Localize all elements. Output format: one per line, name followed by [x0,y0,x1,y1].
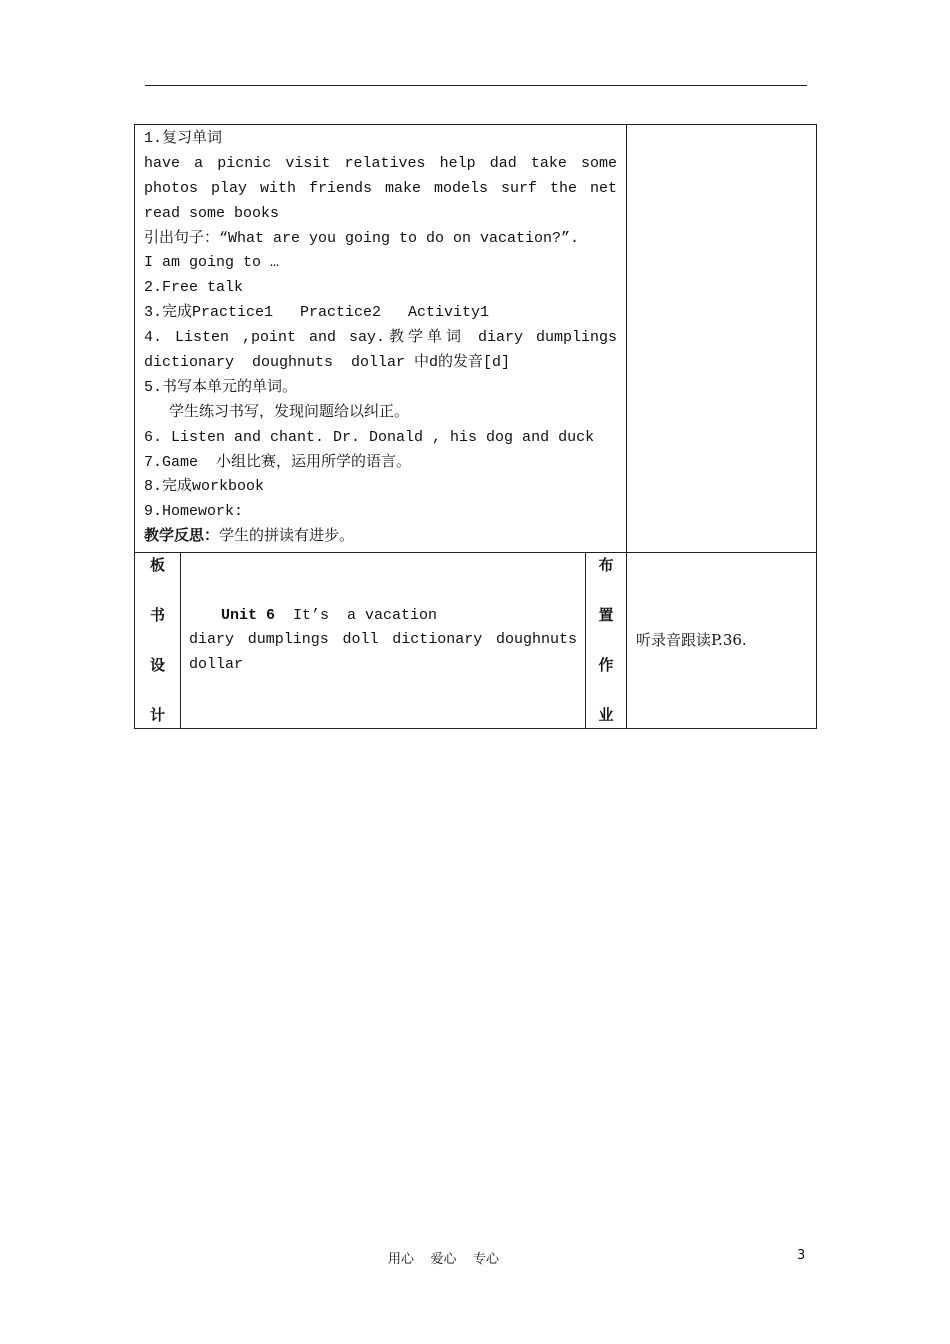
homework-label [586,553,627,728]
step-text: 4. Listen ,point and say.教学单词 diary dumplings [144,329,617,347]
step-line [144,326,617,351]
page-footer [0,1248,950,1268]
homework-cell [627,553,817,728]
board-row [135,553,817,728]
step-line: 引出句子：“What are you going to do on vacation?”. [144,229,580,247]
step-line: 1.复习单词 [144,130,223,147]
homework-label-char: 布 [598,556,614,575]
unit-title: It’s a vacation [275,607,438,625]
step-line: 8.完成workbook [144,478,265,496]
reflection-text: 学生的拼读有进步。 [219,528,355,546]
board-title [189,603,577,628]
board-words: diary dumplings doll dictionary doughnuts [189,631,577,649]
page-number: 3 [797,1248,806,1263]
step-line: dictionary doughnuts dollar 中d的发音[d] [144,354,511,372]
board-words-line [189,628,577,653]
procedure-cell [135,125,627,553]
step-line: 7.Game 小组比赛，运用所学的语言。 [144,453,412,471]
unit-label: Unit 6 [221,607,276,625]
step-line: 3.完成Practice1 Practice2 Activity1 [144,304,490,322]
board-design-content [181,553,586,728]
step-text: have a picnic visit relatives help dad take some [144,154,617,172]
lesson-plan-table [134,124,817,729]
step-line: 5.书写本单元的单词。 [144,378,298,396]
board-label-char: 设 [149,655,165,674]
board-label-char: 板 [149,556,165,575]
step-line: I am going to … [144,254,280,272]
header-rule [145,85,807,86]
footer-motto: 用心 爱心 专心 [388,1252,500,1267]
step-text: photos play with friends make models surf the net [144,179,617,197]
board-words-line: dollar [189,656,244,674]
homework-text: 听录音跟读P.36. [636,631,747,650]
step-line: 9.Homework: [144,503,244,521]
step-line [144,152,617,177]
board-label-char: 计 [149,705,165,724]
homework-label-char: 置 [598,605,614,624]
step-line: 2.Free talk [144,279,244,297]
homework-label-char: 业 [598,705,614,724]
reflection-line [144,525,617,550]
notes-cell [627,125,817,553]
board-design-label [135,553,181,728]
step-line: 6. Listen and chant. Dr. Donald , his dog and duck [144,428,595,446]
procedure-row [135,125,817,553]
reflection-label: 教学反思： [144,528,220,546]
homework-label-char: 作 [598,655,614,674]
step-line: 学生练习书写，发现问题给以纠正。 [169,403,410,421]
step-list [144,127,617,525]
board-label-char: 书 [149,605,165,624]
step-line [144,177,617,202]
step-line: read some books [144,204,280,222]
